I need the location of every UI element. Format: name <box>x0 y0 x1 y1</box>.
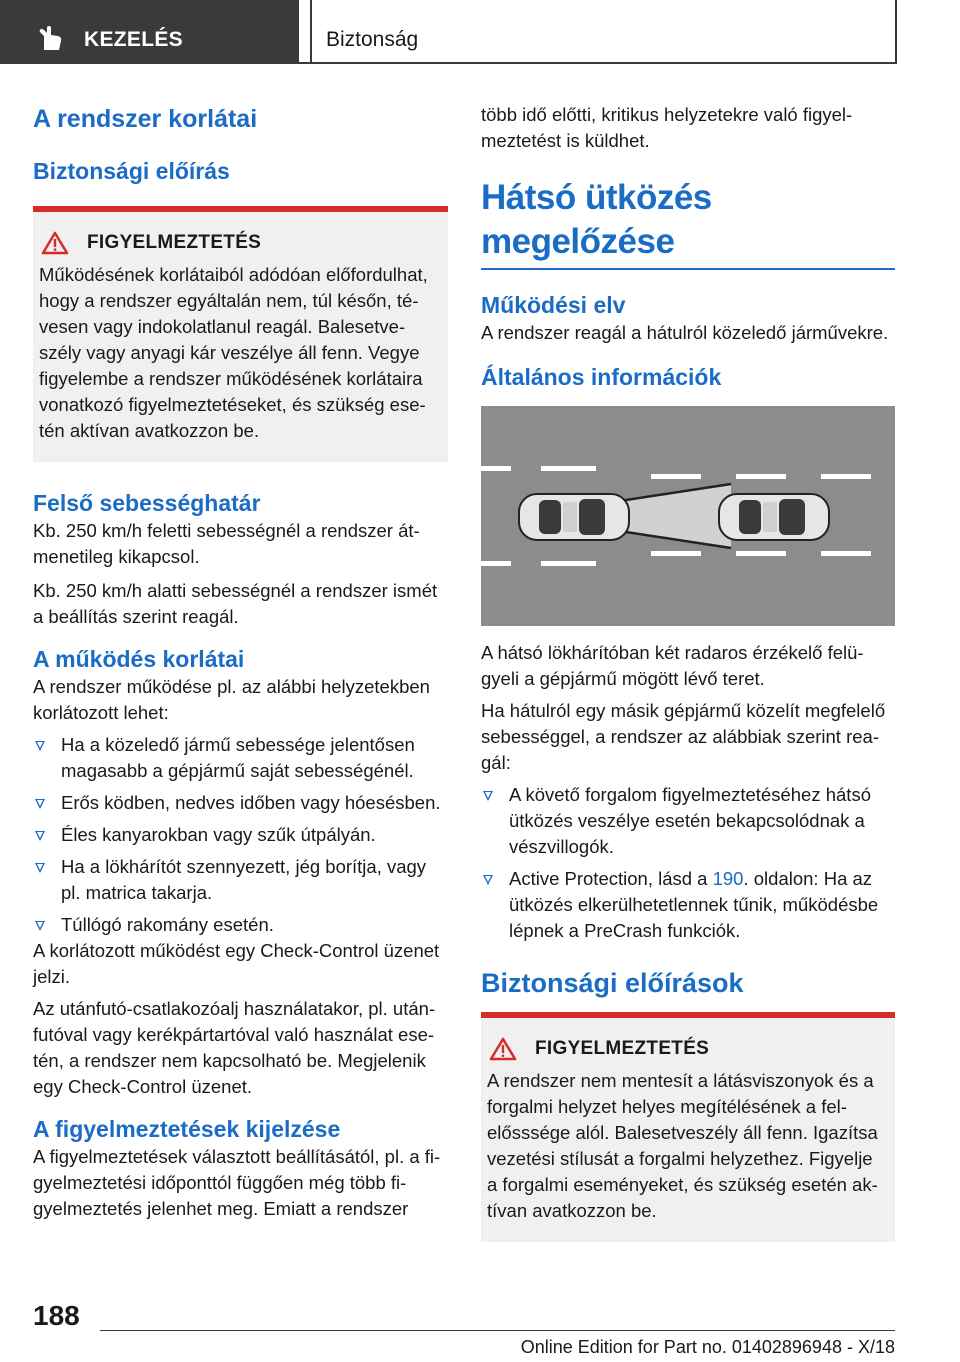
hand-pointer-icon <box>36 26 64 52</box>
warning-title-text-1: FIGYELMEZTETÉS <box>87 232 262 253</box>
section-tab-label: KEZELÉS <box>84 28 183 51</box>
list-item: Éles kanyarokban vagy szűk útpályán. <box>33 822 448 848</box>
chapter-title: Biztonság <box>326 28 419 51</box>
speed-paragraph-1: Kb. 250 km/h feletti sebességnél a rendszer átmenetileg kikapcsol. <box>33 520 420 567</box>
warning-title-1 <box>39 230 438 256</box>
main-heading: Hátsó ütközés megelőzése <box>481 178 712 261</box>
page-title: A rendszer korlátai <box>33 105 258 133</box>
footer-rule <box>100 1330 895 1331</box>
heading-limits: A működés korlátai <box>33 646 245 672</box>
display-paragraph: A figyelmeztetések választott beállításától, pl. a figyelmeztetési időponttól függően még több figyelmeztetés jelenhet meg. Emiatt a rendszer <box>33 1146 441 1219</box>
heading-safety-notes: Biztonsági előírások <box>481 968 744 998</box>
general-paragraph-1: A hátsó lökhárítóban két radaros érzékelő felügyeli a gépjármű mögött lévő teret. <box>481 642 864 689</box>
item2-text-post: . oldalon: Ha az ütközés elkerülhetetlennek tűnik, működésbe lépnek a PreCrash funkciók. <box>509 868 879 941</box>
continued-paragraph: több idő előtti, kritikus helyzetekre való figyelmeztetést is küldhet. <box>481 104 853 151</box>
principle-paragraph: A rendszer reagál a hátulról közeledő járművekre. <box>481 322 889 343</box>
left-column <box>33 102 448 1222</box>
general-paragraph-2: Ha hátulról egy másik gépjármű közelít megfelelő sebességgel, a rendszer az alábbiak szerint reagál: <box>481 700 886 773</box>
limits-intro: A rendszer működése pl. az alábbi helyzetekben korlátozott lehet: <box>33 676 430 723</box>
warning-box-1 <box>33 206 448 462</box>
edition-text: Online Edition for Part no. 01402896948 - X/18 <box>520 1337 895 1357</box>
warning-box-2 <box>481 1012 895 1242</box>
right-column <box>481 102 895 1242</box>
heading-speed-limit: Felső sebességhatár <box>33 490 261 516</box>
page-number: 188 <box>33 1300 80 1331</box>
heading-general-info: Általános információk <box>481 364 722 390</box>
list-item: Ha a lökhárítót szennyezett, jég borítja, vagy pl. matrica takarja. <box>33 854 448 906</box>
following-car-icon <box>519 494 629 540</box>
list-item <box>481 866 895 944</box>
own-car-icon <box>719 494 829 540</box>
warning-triangle-icon <box>489 1037 517 1061</box>
limits-list <box>33 732 448 938</box>
list-item: Erős ködben, nedves időben vagy hóesésben. <box>33 790 448 816</box>
list-item: A követő forgalom figyelmeztetéséhez hátsó ütközés veszélye esetén bekapcsolódnak a vészvillogók. <box>481 782 895 860</box>
warning-title-2 <box>487 1036 885 1062</box>
warning-triangle-icon <box>41 231 69 255</box>
list-item: Ha a közeledő jármű sebessége jelentősen magasabb a gépjármű saját sebességénél. <box>33 732 448 784</box>
reaction-list <box>481 782 895 944</box>
subtitle-safety: Biztonsági előírás <box>33 158 230 184</box>
warning-text-2: A rendszer nem mentesít a látásviszonyok és a forgalmi helyzet helyes megítélésének a felelősssége alól. Balesetveszély áll fenn. Igazítsa vezetési stílusát a forgalmi helyzethez. Figyelje a forgalmi eseményeket, és szükség esetén aktívan avatkozzon be. <box>487 1070 878 1221</box>
speed-paragraph-2: Kb. 250 km/h alatti sebességnél a rendszer ismét a beállítás szerint reagál. <box>33 580 438 627</box>
limits-paragraph-2: Az utánfutó-csatlakozóalj használatakor, pl. utánfutóval vagy kerékpártartóval való használat esetén, a rendszer nem kapcsolható be. Megjelenik egy Check-Control üzenet. <box>33 998 436 1097</box>
rear-collision-illustration <box>481 406 895 626</box>
warning-title-text-2: FIGYELMEZTETÉS <box>535 1038 710 1059</box>
section-tab[interactable] <box>0 0 299 64</box>
header-rule <box>299 62 895 64</box>
page-link-190[interactable]: 190 <box>712 868 744 889</box>
item2-text-pre: Active Protection, lásd a <box>509 868 713 889</box>
limits-paragraph-1: A korlátozott működést egy Check-Control üzenet jelzi. <box>33 940 440 987</box>
heading-principle: Működési elv <box>481 292 626 318</box>
chapter-header <box>310 0 897 64</box>
warning-text-1: Működésének korlátaiból adódóan előfordulhat, hogy a rendszer egyáltalán nem, túl későn, tévesen vagy indokolatlanul reagál. Balesetveszély vagy anyagi kár veszélye áll fenn. Vegye figyelembe a rendszer működésének korlátaira vonatkozó figyelmeztetéseket, és szükség esetén aktívan avatkozzon be. <box>39 264 428 441</box>
heading-warning-display: A figyelmeztetések kijelzése <box>33 1116 341 1142</box>
list-item: Túllógó rakomány esetén. <box>33 912 448 938</box>
